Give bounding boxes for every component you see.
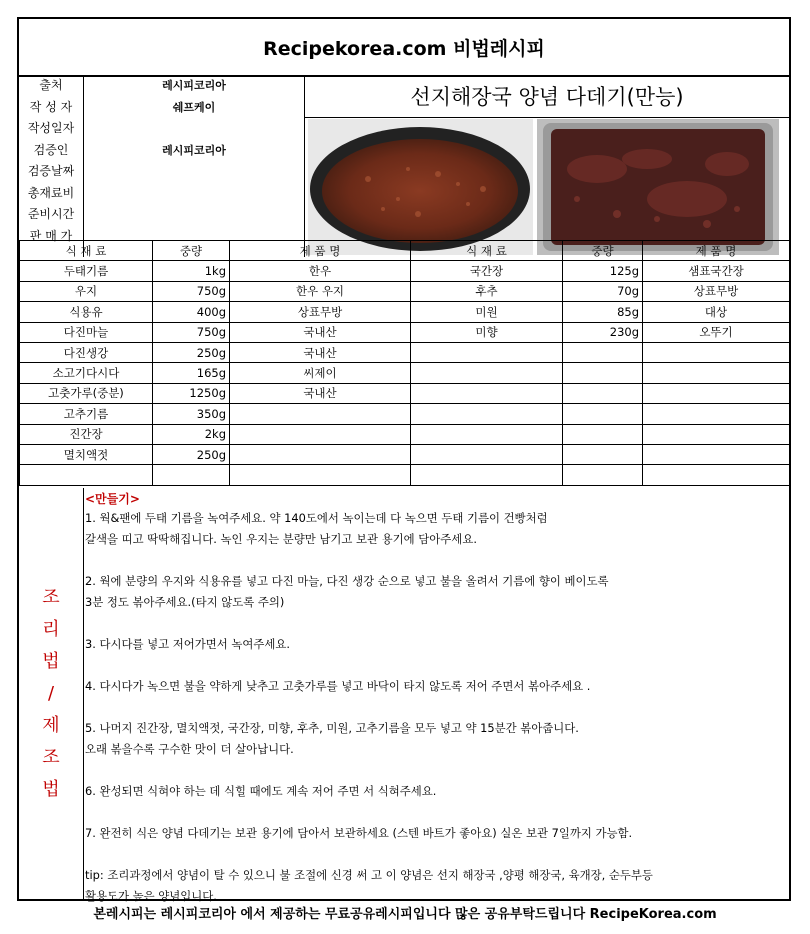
table-cell [411, 383, 563, 403]
table-cell: 씨제이 [230, 363, 411, 383]
table-row [20, 281, 790, 301]
table-cell [563, 363, 643, 383]
table-cell: 국간장 [411, 261, 563, 281]
step-line: 2. 웍에 분량의 우지와 식용유를 넣고 다진 마늘, 다진 생강 순으로 넣고 불을 올려서 기름에 향이 베이도록 [85, 574, 609, 588]
table-cell [643, 342, 790, 362]
side-char: / [47, 682, 55, 704]
method-step [85, 865, 785, 907]
side-char: 법 [42, 778, 60, 800]
info-label: 검증인 [33, 142, 69, 157]
table-cell [643, 383, 790, 403]
table-cell [411, 424, 563, 444]
recipe-title: 선지해장국 양념 다데기(만능) [305, 75, 789, 118]
table-cell [230, 465, 411, 485]
table-cell: 1250g [153, 383, 230, 403]
table-cell: 소고기다시다 [20, 363, 153, 383]
method-body [85, 490, 785, 907]
table-cell: 한우 우지 [230, 281, 411, 301]
step-line: 6. 완성되면 식혀야 하는 데 식힐 때에도 계속 저어 주면 서 식혀주세요. [85, 784, 437, 798]
table-cell: 2kg [153, 424, 230, 444]
info-value [84, 118, 304, 140]
column-header: 제 품 명 [230, 241, 411, 261]
info-label: 총재료비 [27, 185, 75, 200]
step-line: 오래 볶을수록 구수한 맛이 더 살아납니다. [85, 742, 294, 756]
step-line: 3. 다시다를 넣고 저어가면서 녹여주세요. [85, 637, 291, 651]
info-value: 레시피코리아 [162, 79, 226, 92]
table-cell [230, 444, 411, 464]
table-cell [643, 444, 790, 464]
info-label: 작성일자 [27, 121, 75, 135]
table-cell: 한우 [230, 261, 411, 281]
column-header: 제 품 명 [643, 241, 790, 261]
table-cell [563, 404, 643, 424]
info-value [84, 183, 304, 205]
method-step [85, 571, 785, 613]
ingredients-table [19, 240, 790, 486]
info-values [83, 75, 305, 257]
table-row [20, 322, 790, 342]
table-cell [563, 383, 643, 403]
table-row [20, 383, 790, 403]
table-cell: 상표무방 [643, 281, 790, 301]
table-cell [643, 363, 790, 383]
table-cell: 750g [153, 322, 230, 342]
side-char: 제 [42, 714, 60, 736]
table-cell: 165g [153, 363, 230, 383]
table-cell [643, 404, 790, 424]
side-char: 조 [42, 586, 60, 608]
table-cell: 국내산 [230, 322, 411, 342]
table-cell [411, 404, 563, 424]
table-cell: 230g [563, 322, 643, 342]
info-value: 레시피코리아 [162, 143, 226, 157]
method-header: <만들기> [85, 492, 140, 506]
method-step [85, 718, 785, 760]
step-line: 7. 완전히 식은 양념 다데기는 보관 용기에 담아서 보관하세요 (스텐 바트가 좋아요) 실온 보관 7일까지 가능함. [85, 826, 633, 840]
table-cell: 고추기름 [20, 404, 153, 424]
table-row [20, 261, 790, 281]
footer-notice: 본레시피는 레시피코리아 에서 제공하는 무료공유레시피입니다 많은 공유부탁드립니다 RecipeKorea.com [93, 907, 717, 922]
table-cell: 다진마늘 [20, 322, 153, 342]
table-cell [411, 465, 563, 485]
step-line: 4. 다시다가 녹으면 불을 약하게 낮추고 고춧가루를 넣고 바닥이 타지 않도록 저어 주면서 볶아주세요 . [85, 679, 591, 693]
side-char: 조 [42, 746, 60, 768]
table-cell [230, 424, 411, 444]
table-row [20, 404, 790, 424]
table-cell: 오뚜기 [643, 322, 790, 342]
table-cell: 두태기름 [20, 261, 153, 281]
table-cell: 고춧가루(중분) [20, 383, 153, 403]
page-title: Recipekorea.com 비법레시피 [19, 19, 789, 77]
table-cell: 우지 [20, 281, 153, 301]
method-step [85, 508, 785, 550]
table-cell [643, 465, 790, 485]
table-cell: 미원 [411, 302, 563, 322]
side-char: 리 [42, 618, 60, 640]
table-cell: 국내산 [230, 342, 411, 362]
step-line: 활용도가 높은 양념입니다. [85, 889, 217, 903]
info-label: 출처 [39, 78, 63, 92]
table-cell: 상표무방 [230, 302, 411, 322]
step-line: tip: 조리과정에서 양념이 탈 수 있으니 불 조절에 신경 써 고 이 양념은 선지 해장국 ,양평 해장국, 육개장, 순두부등 [85, 868, 653, 882]
info-label: 준비시간 [27, 207, 75, 221]
method-step [85, 823, 785, 844]
column-header: 식 재 료 [20, 241, 153, 261]
table-cell: 250g [153, 342, 230, 362]
table-cell: 식용유 [20, 302, 153, 322]
step-line: 5. 나머지 진간장, 멸치액젓, 국간장, 미향, 후추, 미원, 고추기름을 모두 넣고 약 15분간 볶아줍니다. [85, 721, 579, 735]
table-cell: 샘표국간장 [643, 261, 790, 281]
food-photo-tray [537, 119, 779, 255]
table-cell [411, 444, 563, 464]
side-char: 법 [42, 650, 60, 672]
table-cell: 진간장 [20, 424, 153, 444]
table-cell [411, 363, 563, 383]
food-photo-wok [308, 119, 533, 255]
method-step [85, 634, 785, 655]
table-cell [563, 444, 643, 464]
table-row [20, 342, 790, 362]
column-header: 중량 [563, 241, 643, 261]
table-cell: 125g [563, 261, 643, 281]
info-value: 쉐프케이 [172, 100, 216, 114]
step-line: 갈색을 띠고 딱딱해집니다. 녹인 우지는 분량만 남기고 보관 용기에 담아주세요. [85, 532, 477, 546]
table-cell: 250g [153, 444, 230, 464]
column-header: 중량 [153, 241, 230, 261]
table-cell: 대상 [643, 302, 790, 322]
info-value [84, 204, 304, 226]
ingredients-header-row [20, 241, 790, 261]
table-cell: 1kg [153, 261, 230, 281]
info-label: 판 매 가 [29, 228, 73, 243]
table-cell: 350g [153, 404, 230, 424]
table-cell: 후추 [411, 281, 563, 301]
table-row [20, 363, 790, 383]
table-cell: 85g [563, 302, 643, 322]
table-cell: 멸치액젓 [20, 444, 153, 464]
info-labels [19, 75, 83, 257]
table-cell [563, 424, 643, 444]
step-line: 3분 정도 볶아주세요.(타지 않도록 주의) [85, 595, 285, 609]
table-cell [20, 465, 153, 485]
table-cell: 400g [153, 302, 230, 322]
method-step [85, 781, 785, 802]
table-cell [230, 404, 411, 424]
info-label: 작 성 자 [29, 99, 73, 114]
table-row [20, 444, 790, 464]
step-line: 1. 웍&팬에 두태 기름을 녹여주세요. 약 140도에서 녹이는데 다 녹으면 두태 기름이 건빵처럼 [85, 511, 548, 525]
table-cell [643, 424, 790, 444]
table-cell [153, 465, 230, 485]
table-row [20, 302, 790, 322]
table-cell: 750g [153, 281, 230, 301]
column-header: 식 재 료 [411, 241, 563, 261]
table-cell [563, 465, 643, 485]
table-cell: 70g [563, 281, 643, 301]
table-cell [411, 342, 563, 362]
info-value [84, 161, 304, 183]
table-cell: 미향 [411, 322, 563, 342]
method-step [85, 676, 785, 697]
info-label: 검증날짜 [27, 164, 75, 178]
table-row [20, 424, 790, 444]
table-cell: 다진생강 [20, 342, 153, 362]
table-row [20, 465, 790, 485]
table-cell [563, 342, 643, 362]
method-side-label [19, 488, 84, 899]
table-cell: 국내산 [230, 383, 411, 403]
recipe-sheet [17, 17, 791, 901]
